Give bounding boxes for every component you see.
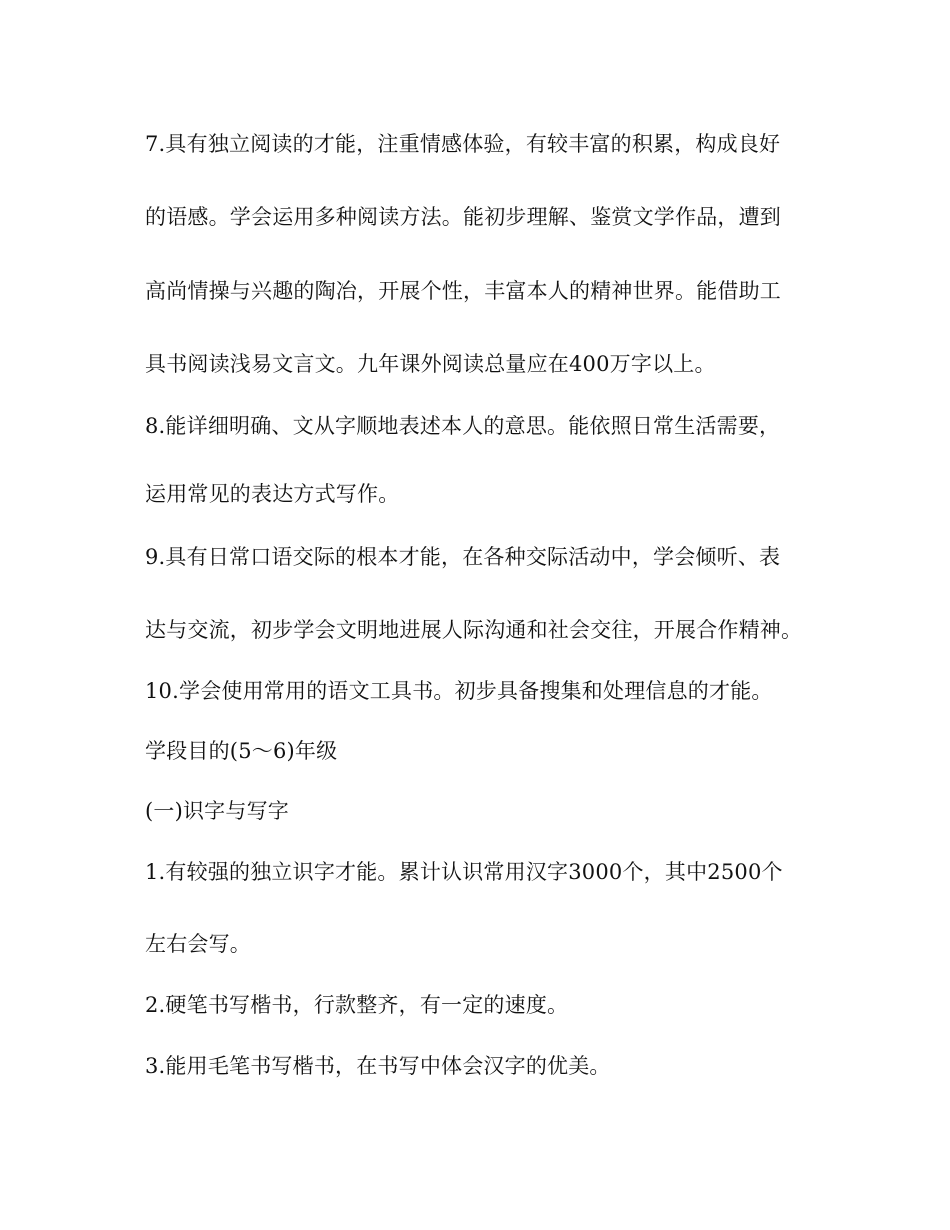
paragraph-line: 具书阅读浅易文言文。九年课外阅读总量应在400万字以上。	[145, 352, 716, 376]
paragraph-line: 9.具有日常口语交际的根本才能，在各种交际活动中，学会倾听、表	[145, 545, 781, 569]
paragraph-line: 运用常见的表达方式写作。	[145, 482, 400, 506]
section-heading: 学段目的(5～6)年级	[145, 739, 338, 763]
paragraph-line: 7.具有独立阅读的才能，注重情感体验，有较丰富的积累，构成良好	[145, 132, 781, 156]
paragraph-line: 10.学会使用常用的语文工具书。初步具备搜集和处理信息的才能。	[145, 679, 773, 703]
paragraph-line: 2.硬笔书写楷书，行款整齐，有一定的速度。	[145, 993, 569, 1017]
paragraph-line: 达与交流，初步学会文明地进展人际沟通和社会交往，开展合作精神。	[145, 618, 803, 642]
paragraph-line: 8.能详细明确、文从字顺地表述本人的意思。能依照日常生活需要，	[145, 414, 781, 438]
paragraph-line: 1.有较强的独立识字才能。累计认识常用汉字3000个，其中2500个	[145, 860, 783, 884]
subsection-heading: (一)识字与写字	[145, 799, 289, 823]
paragraph-line: 左右会写。	[145, 932, 251, 956]
paragraph-line: 3.能用毛笔书写楷书，在书写中体会汉字的优美。	[145, 1054, 611, 1078]
paragraph-line: 的语感。学会运用多种阅读方法。能初步理解、鉴赏文学作品，遭到	[145, 205, 781, 229]
paragraph-line: 高尚情操与兴趣的陶冶，开展个性，丰富本人的精神世界。能借助工	[145, 279, 781, 303]
